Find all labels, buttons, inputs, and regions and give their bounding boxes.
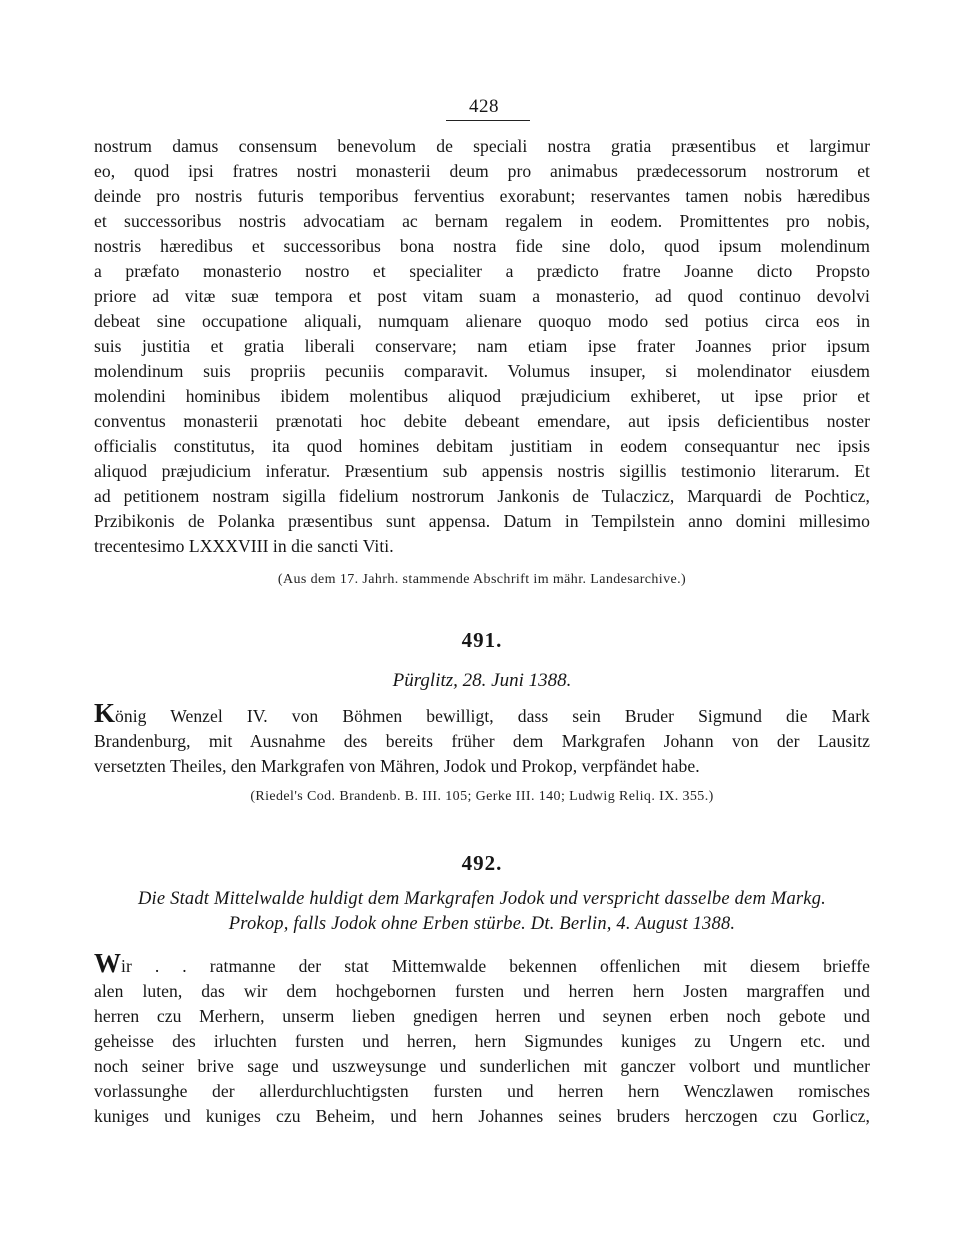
text-line: deinde pro nostris futuris temporibus ferventius exorabunt; reservantes tamen nobis hæredibus: [94, 186, 870, 206]
text-line: aliquod præjudicium inferatur. Præsentium sub appensis nostris sigillis testimonio literarum. Et: [94, 461, 870, 481]
text-line: nostrum damus consensum benevolum de speciali nostra gratia præsentibus et largimur: [94, 136, 870, 156]
text-line: conventus monasterii prænotati hoc debite debeant emendare, aut ipsis deficientibus noster: [94, 411, 870, 431]
book-page: [94, 96, 870, 1129]
regest-text: [94, 698, 870, 779]
text-line: Brandenburg, mit Ausnahme des bereits früher dem Markgrafen Johann von der Lausitz: [94, 731, 870, 751]
initial-letter: K: [94, 698, 116, 728]
text-line: vorlassunghe der allerdurchluchtigsten fursten und herren hern Wenczlawen romisches: [94, 1081, 870, 1101]
place-date: Pürglitz, 28. Juni 1388.: [392, 670, 572, 691]
text-line: herren czu Merhern, unserm lieben gnedigen herren und seynen erben noch gebote und: [94, 1006, 870, 1026]
text-line: eo, quod ipsi fratres nostri monasterii deum pro animabus prædecessorum nostrorum et: [94, 161, 870, 181]
text-line: noch seiner brive sage und uszweysunge und sunderlichen mit ganczer volbort und muntlicher: [94, 1056, 870, 1076]
document-number: 492.: [461, 851, 503, 875]
title-line: Die Stadt Mittelwalde huldigt dem Markgrafen Jodok und verspricht dasselbe dem Markg.: [137, 889, 826, 909]
document-number: 491.: [461, 628, 503, 652]
initial-letter: W: [94, 948, 121, 978]
text-line: officialis constitutus, ita quod homines debitam justitiam in eodem consequantur nec ipsis: [94, 436, 870, 456]
text-line: priore ad vitæ suæ tempora et post vitam suam a monasterio, ad quod continuo devolvi: [94, 286, 870, 306]
text-line-rest: ir . . ratmanne der stat Mittemwalde bekennen offenlichen mit diesem brieffe: [121, 956, 870, 976]
text-line-rest: önig Wenzel IV. von Böhmen bewilligt, dass sein Bruder Sigmund die Mark: [115, 706, 870, 726]
text-line: et successoribus nostris advocatiam ac bernam regalem in eodem. Promittentes pro nobis,: [94, 211, 870, 231]
text-line: suis justitia et gratia liberali conservare; nam etiam ipse frater Joannes prior ipsum: [94, 336, 870, 356]
text-line: molendinum suis propriis pecuniis comparavit. Volumus insuper, si molendinator eiusdem: [94, 361, 870, 381]
title-line: Prokop, falls Jodok ohne Erben stürbe. Dt. Berlin, 4. August 1388.: [228, 914, 736, 934]
text-line: [94, 698, 870, 729]
source-note: (Riedel's Cod. Brandenb. B. III. 105; Gerke III. 140; Ludwig Reliq. IX. 355.): [250, 789, 714, 804]
text-line: debeat sine occupatione aliquali, numquam alienare quoquo modo sed potius circa eos in: [94, 311, 870, 331]
text-line: molendini hominibus ibidem molentibus aliquod præjudicium exhiberet, ut ipse prior et: [94, 386, 870, 406]
text-line: geheisse des irluchten fursten und herren, hern Sigmundes kuniges zu Ungern etc. und: [94, 1031, 870, 1051]
text-line: alen luten, das wir dem hochgebornen fursten und herren hern Josten margraffen und: [94, 981, 870, 1001]
text-line: kuniges und kuniges czu Beheim, und hern Johannes seines bruders herczogen czu Gorlicz,: [94, 1106, 870, 1126]
page-number-rule: [446, 120, 530, 121]
text-line: versetzten Theiles, den Markgrafen von Mähren, Jodok und Prokop, verpfändet habe.: [94, 756, 700, 776]
text-line: a præfato monasterio nostro et specialiter a prædicto fratre Joanne dicto Propsto: [94, 261, 870, 281]
source-note: (Aus dem 17. Jahrh. stammende Abschrift im mähr. Landesarchive.): [277, 572, 687, 587]
text-line: [94, 948, 870, 979]
text-line: ad petitionem nostram sigilla fidelium nostrorum Jankonis de Tulaczicz, Marquardi de Pochticz,: [94, 486, 870, 506]
prev-document-text: [94, 134, 870, 559]
text-line: Przibikonis de Polanka præsentibus sunt appensa. Datum in Tempilstein anno domini millesimo: [94, 511, 870, 531]
document-title: [94, 887, 870, 937]
text-line: trecentesimo LXXXVIII in die sancti Viti.: [94, 536, 394, 556]
document-text: [94, 948, 870, 1129]
text-line: nostris hæredibus et successoribus bona nostra fide sine dolo, quod ipsum molendinum: [94, 236, 870, 256]
page-number: 428: [469, 96, 499, 117]
